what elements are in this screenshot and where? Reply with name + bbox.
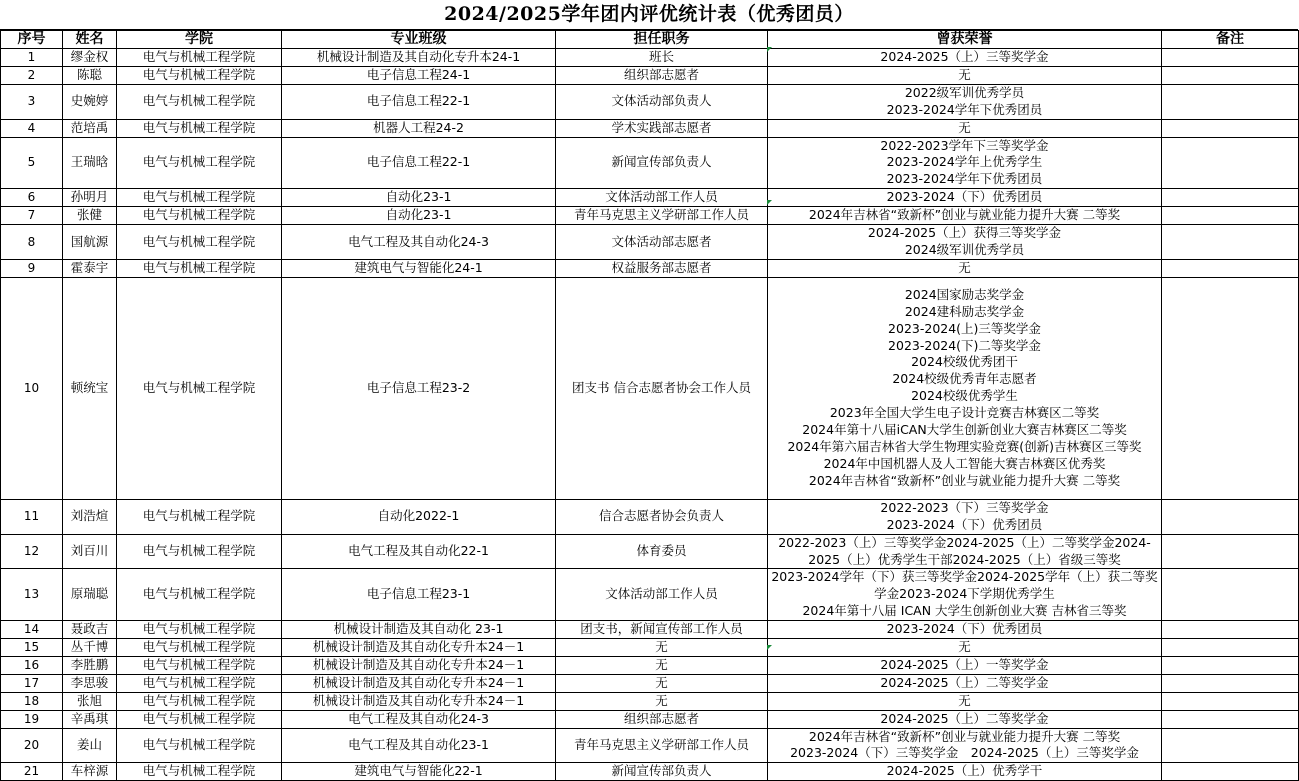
table-row: [1, 225, 1299, 260]
honor-entry: 2024建科励志奖学金: [904, 303, 1025, 319]
cell-index[interactable]: 21: [1, 763, 63, 781]
cell-name[interactable]: 李胜鹏: [63, 656, 117, 674]
cell-college[interactable]: 电气与机械工程学院: [117, 189, 282, 207]
table-row: [1, 189, 1299, 207]
cell-honors[interactable]: [768, 277, 1162, 499]
cell-honors[interactable]: [768, 656, 1162, 674]
cell-note[interactable]: [1162, 207, 1299, 225]
cell-note[interactable]: [1162, 656, 1299, 674]
cell-college[interactable]: 电气与机械工程学院: [117, 710, 282, 728]
table-row: [1, 692, 1299, 710]
cell-role[interactable]: 组织部志愿者: [556, 710, 768, 728]
cell-class[interactable]: 电气工程及其自动化23-1: [282, 728, 556, 763]
honor-entry: 2024年第十八届 ICAN 大学生创新创业大赛 吉林省三等奖: [802, 603, 1127, 619]
cell-class[interactable]: 机械设计制造及其自动化 23-1: [282, 621, 556, 639]
cell-role[interactable]: 组织部志愿者: [556, 66, 768, 84]
table-row: [1, 534, 1299, 569]
cell-role[interactable]: 团支书 信合志愿者协会工作人员: [556, 277, 768, 499]
cell-name[interactable]: 刘百川: [63, 534, 117, 569]
cell-role[interactable]: 青年马克思主义学研部工作人员: [556, 728, 768, 763]
honor-entry: 2023-2024学年（下）获三等奖学金2024-2025学年（上）获二等奖学金2023-2024下学期优秀学生: [771, 569, 1158, 602]
cell-index[interactable]: 20: [1, 728, 63, 763]
honor-entry: 无: [958, 639, 971, 655]
cell-role[interactable]: 文体活动部志愿者: [556, 225, 768, 260]
cell-note[interactable]: [1162, 728, 1299, 763]
table-row: [1, 259, 1299, 277]
honor-entry: 无: [958, 259, 971, 275]
cell-class[interactable]: 机器人工程24-2: [282, 119, 556, 137]
cell-name[interactable]: 霍泰宇: [63, 259, 117, 277]
cell-index[interactable]: 11: [1, 499, 63, 534]
cell-honors[interactable]: [768, 639, 1162, 657]
cell-college[interactable]: 电气与机械工程学院: [117, 66, 282, 84]
cell-class[interactable]: 电子信息工程23-1: [282, 569, 556, 621]
header-row: [1, 31, 1299, 49]
cell-college[interactable]: 电气与机械工程学院: [117, 277, 282, 499]
header-name[interactable]: 姓名: [63, 31, 117, 49]
header-honors[interactable]: 曾获荣誉: [768, 31, 1162, 49]
cell-role[interactable]: 文体活动部工作人员: [556, 189, 768, 207]
cell-honors[interactable]: [768, 49, 1162, 67]
cell-honors[interactable]: [768, 534, 1162, 569]
honor-entry: 2024国家励志奖学金: [904, 286, 1025, 302]
cell-college[interactable]: 电气与机械工程学院: [117, 207, 282, 225]
cell-name[interactable]: 史婉婷: [63, 84, 117, 119]
cell-college[interactable]: 电气与机械工程学院: [117, 259, 282, 277]
header-college[interactable]: 学院: [117, 31, 282, 49]
honor-entry: 2024-2025（上）一等奖学金: [880, 656, 1049, 672]
cell-class[interactable]: 建筑电气与智能化24-1: [282, 259, 556, 277]
cell-honors[interactable]: [768, 84, 1162, 119]
honor-entry: 2023-2024学年下优秀团员: [886, 171, 1043, 187]
honor-entry: 2023-2024(上)三等奖学金: [888, 320, 1041, 336]
cell-name[interactable]: 刘浩煊: [63, 499, 117, 534]
cell-class[interactable]: 机械设计制造及其自动化专升本24－1: [282, 656, 556, 674]
cell-class[interactable]: 电气工程及其自动化24-3: [282, 225, 556, 260]
honor-entry: 2023年全国大学生电子设计竞赛吉林赛区二等奖: [829, 405, 1100, 421]
table-row: [1, 639, 1299, 657]
cell-name[interactable]: 原瑞聪: [63, 569, 117, 621]
cell-class[interactable]: 机械设计制造及其自动化专升本24－1: [282, 692, 556, 710]
cell-index[interactable]: 4: [1, 119, 63, 137]
cell-role[interactable]: 青年马克思主义学研部工作人员: [556, 207, 768, 225]
cell-role[interactable]: 体育委员: [556, 534, 768, 569]
cell-class[interactable]: 电子信息工程22-1: [282, 84, 556, 119]
cell-college[interactable]: 电气与机械工程学院: [117, 225, 282, 260]
cell-name[interactable]: 聂政吉: [63, 621, 117, 639]
honor-entry: 无: [958, 119, 971, 135]
cell-note[interactable]: [1162, 137, 1299, 189]
honor-entry: 2024年第六届吉林省大学生物理实验竞赛(创新)吉林赛区三等奖: [787, 439, 1142, 454]
sheet-title: 2024/2025学年团内评优统计表（优秀团员）: [0, 0, 1298, 30]
header-note[interactable]: 备注: [1162, 31, 1299, 49]
honor-entry: 2022级军训优秀学员: [904, 84, 1025, 100]
cell-note[interactable]: [1162, 119, 1299, 137]
cell-class[interactable]: 机械设计制造及其自动化专升本24-1: [282, 49, 556, 67]
cell-role[interactable]: 权益服务部志愿者: [556, 259, 768, 277]
honor-entry: 2023-2024学年下优秀团员: [886, 101, 1043, 117]
cell-note[interactable]: [1162, 639, 1299, 657]
cell-honors[interactable]: [768, 728, 1162, 763]
cell-role[interactable]: 文体活动部负责人: [556, 84, 768, 119]
cell-index[interactable]: 14: [1, 621, 63, 639]
cell-college[interactable]: 电气与机械工程学院: [117, 656, 282, 674]
cell-role[interactable]: 无: [556, 674, 768, 692]
honor-entry: 2024年第十八届iCAN大学生创新创业大赛吉林赛区二等奖: [802, 422, 1127, 438]
honor-entry: 2024年中国机器人及人工智能大赛吉林赛区优秀奖: [823, 455, 1106, 471]
cell-role[interactable]: 团支书，新闻宣传部工作人员: [556, 621, 768, 639]
cell-honors[interactable]: [768, 499, 1162, 534]
cell-note[interactable]: [1162, 49, 1299, 67]
honor-entry: 2023-2024学年上优秀学生: [886, 154, 1043, 170]
cell-name[interactable]: 顿统宝: [63, 277, 117, 499]
cell-honors[interactable]: [768, 119, 1162, 137]
cell-college[interactable]: 电气与机械工程学院: [117, 534, 282, 569]
cell-college[interactable]: 电气与机械工程学院: [117, 499, 282, 534]
cell-index[interactable]: 16: [1, 656, 63, 674]
cell-index[interactable]: 13: [1, 569, 63, 621]
honor-entry: 2024校级优秀学生: [911, 388, 1018, 404]
cell-role[interactable]: 学术实践部志愿者: [556, 119, 768, 137]
honor-entry: 2022-2023学年下三等奖学金: [880, 137, 1049, 153]
cell-note[interactable]: [1162, 621, 1299, 639]
cell-class[interactable]: 电气工程及其自动化22-1: [282, 534, 556, 569]
cell-name[interactable]: 丛千博: [63, 639, 117, 657]
cell-index[interactable]: 9: [1, 259, 63, 277]
table-row: [1, 656, 1299, 674]
cell-note[interactable]: [1162, 569, 1299, 621]
cell-class[interactable]: 机械设计制造及其自动化专升本24－1: [282, 674, 556, 692]
cell-name[interactable]: 缪金权: [63, 49, 117, 67]
cell-honors[interactable]: [768, 225, 1162, 260]
cell-name[interactable]: 孙明月: [63, 189, 117, 207]
cell-name[interactable]: 张旭: [63, 692, 117, 710]
cell-college[interactable]: 电气与机械工程学院: [117, 674, 282, 692]
honor-entry: 2024-2025（上）三等奖学金: [880, 49, 1049, 64]
cell-name[interactable]: 王瑞晗: [63, 137, 117, 189]
cell-honors[interactable]: [768, 259, 1162, 277]
cell-name[interactable]: 姜山: [63, 728, 117, 763]
cell-honors[interactable]: [768, 137, 1162, 189]
cell-index[interactable]: 19: [1, 710, 63, 728]
cell-college[interactable]: 电气与机械工程学院: [117, 569, 282, 621]
cell-name[interactable]: 国航源: [63, 225, 117, 260]
honor-entry: 2022-2023（上）三等奖学金2024-2025（上）二等奖学金2024-2025（上）优秀学生干部2024-2025（上）省级三等奖: [778, 534, 1151, 567]
cell-class[interactable]: 自动化23-1: [282, 189, 556, 207]
cell-honors[interactable]: [768, 674, 1162, 692]
table-row: [1, 728, 1299, 763]
cell-college[interactable]: 电气与机械工程学院: [117, 728, 282, 763]
cell-role[interactable]: 无: [556, 639, 768, 657]
cell-role[interactable]: 新闻宣传部负责人: [556, 137, 768, 189]
table-row: [1, 49, 1299, 67]
cell-note[interactable]: [1162, 674, 1299, 692]
cell-class[interactable]: 自动化23-1: [282, 207, 556, 225]
cell-college[interactable]: 电气与机械工程学院: [117, 84, 282, 119]
cell-index[interactable]: 18: [1, 692, 63, 710]
cell-index[interactable]: 6: [1, 189, 63, 207]
cell-role[interactable]: 无: [556, 656, 768, 674]
table-row: [1, 277, 1299, 499]
cell-index[interactable]: 15: [1, 639, 63, 657]
cell-class[interactable]: 自动化2022-1: [282, 499, 556, 534]
cell-honors[interactable]: [768, 710, 1162, 728]
cell-name[interactable]: 车梓源: [63, 763, 117, 781]
table-row: [1, 84, 1299, 119]
header-role[interactable]: 担任职务: [556, 31, 768, 49]
cell-role[interactable]: 新闻宣传部负责人: [556, 763, 768, 781]
cell-role[interactable]: 无: [556, 692, 768, 710]
honor-entry: 2023-2024（下）优秀团员: [886, 516, 1043, 532]
cell-college[interactable]: 电气与机械工程学院: [117, 763, 282, 781]
honor-entry: 2024-2025（上）优秀学干: [886, 763, 1043, 779]
cell-name[interactable]: 张健: [63, 207, 117, 225]
honor-entry: 2022-2023（下）三等奖学金: [880, 499, 1049, 515]
cell-name[interactable]: 辛禹琪: [63, 710, 117, 728]
cell-class[interactable]: 电子信息工程24-1: [282, 66, 556, 84]
cell-name[interactable]: 范培禹: [63, 119, 117, 137]
cell-index[interactable]: 10: [1, 277, 63, 499]
cell-marker: [767, 47, 772, 52]
honor-table: [0, 30, 1299, 781]
cell-marker: [767, 200, 772, 205]
cell-college[interactable]: 电气与机械工程学院: [117, 137, 282, 189]
cell-class[interactable]: 机械设计制造及其自动化专升本24－1: [282, 639, 556, 657]
cell-index[interactable]: 12: [1, 534, 63, 569]
cell-index[interactable]: 17: [1, 674, 63, 692]
honor-entry: 2024-2025（上）二等奖学金: [880, 674, 1049, 690]
cell-honors[interactable]: [768, 189, 1162, 207]
table-row: [1, 763, 1299, 781]
cell-note[interactable]: [1162, 277, 1299, 499]
honor-entry: 2024-2025（上）二等奖学金: [880, 710, 1049, 726]
cell-note[interactable]: [1162, 225, 1299, 260]
cell-note[interactable]: [1162, 692, 1299, 710]
cell-index[interactable]: 3: [1, 84, 63, 119]
honor-entry: 2024-2025（上）获得三等奖学金: [867, 225, 1062, 241]
table-row: [1, 119, 1299, 137]
honor-entry: 2024校级优秀团干: [911, 354, 1018, 370]
honor-entry: 2023-2024（下）三等奖学金 2024-2025（上）三等奖学金: [790, 745, 1139, 761]
cell-college[interactable]: 电气与机械工程学院: [117, 621, 282, 639]
cell-honors[interactable]: [768, 66, 1162, 84]
honor-entry: 2023-2024（下）优秀团员: [886, 189, 1043, 205]
cell-college[interactable]: 电气与机械工程学院: [117, 49, 282, 67]
cell-honors[interactable]: [768, 207, 1162, 225]
honor-entry: 2023-2024(下)二等奖学金: [888, 337, 1041, 353]
cell-role[interactable]: 班长: [556, 49, 768, 67]
cell-index[interactable]: 8: [1, 225, 63, 260]
honor-entry: 无: [958, 66, 971, 82]
table-row: [1, 499, 1299, 534]
cell-college[interactable]: 电气与机械工程学院: [117, 639, 282, 657]
honor-entry: 2024年吉林省“致新杯”创业与就业能力提升大赛 二等奖: [808, 472, 1121, 488]
cell-index[interactable]: 2: [1, 66, 63, 84]
cell-note[interactable]: [1162, 84, 1299, 119]
table-row: [1, 66, 1299, 84]
cell-name[interactable]: 李思骏: [63, 674, 117, 692]
cell-honors[interactable]: [768, 692, 1162, 710]
honor-entry: 2024年吉林省“致新杯”创业与就业能力提升大赛 二等奖: [808, 207, 1121, 223]
honor-entry: 2023-2024（下）优秀团员: [886, 621, 1043, 637]
cell-note[interactable]: [1162, 189, 1299, 207]
table-row: [1, 621, 1299, 639]
cell-marker: [767, 645, 772, 650]
honor-entry: 2024校级优秀青年志愿者: [892, 371, 1037, 387]
cell-college[interactable]: 电气与机械工程学院: [117, 692, 282, 710]
header-class[interactable]: 专业班级: [282, 31, 556, 49]
cell-note[interactable]: [1162, 710, 1299, 728]
cell-name[interactable]: 陈聪: [63, 66, 117, 84]
cell-honors[interactable]: [768, 569, 1162, 621]
cell-note[interactable]: [1162, 499, 1299, 534]
cell-class[interactable]: 电子信息工程22-1: [282, 137, 556, 189]
table-row: [1, 207, 1299, 225]
cell-class[interactable]: 电气工程及其自动化24-3: [282, 710, 556, 728]
honor-entry: 2024级军训优秀学员: [904, 241, 1025, 257]
cell-honors[interactable]: [768, 763, 1162, 781]
cell-class[interactable]: 建筑电气与智能化22-1: [282, 763, 556, 781]
honor-entry: 无: [958, 692, 971, 708]
header-index[interactable]: 序号: [1, 31, 63, 49]
honor-entry: 2024年吉林省“致新杯”创业与就业能力提升大赛 二等奖: [808, 728, 1121, 744]
table-row: [1, 710, 1299, 728]
cell-college[interactable]: 电气与机械工程学院: [117, 119, 282, 137]
cell-role[interactable]: 文体活动部工作人员: [556, 569, 768, 621]
cell-honors[interactable]: [768, 621, 1162, 639]
cell-note[interactable]: [1162, 66, 1299, 84]
table-row: [1, 569, 1299, 621]
cell-role[interactable]: 信合志愿者协会负责人: [556, 499, 768, 534]
cell-index[interactable]: 7: [1, 207, 63, 225]
cell-class[interactable]: 电子信息工程23-2: [282, 277, 556, 499]
cell-note[interactable]: [1162, 259, 1299, 277]
cell-index[interactable]: 5: [1, 137, 63, 189]
cell-note[interactable]: [1162, 763, 1299, 781]
table-row: [1, 674, 1299, 692]
cell-note[interactable]: [1162, 534, 1299, 569]
table-row: [1, 137, 1299, 189]
cell-index[interactable]: 1: [1, 49, 63, 67]
